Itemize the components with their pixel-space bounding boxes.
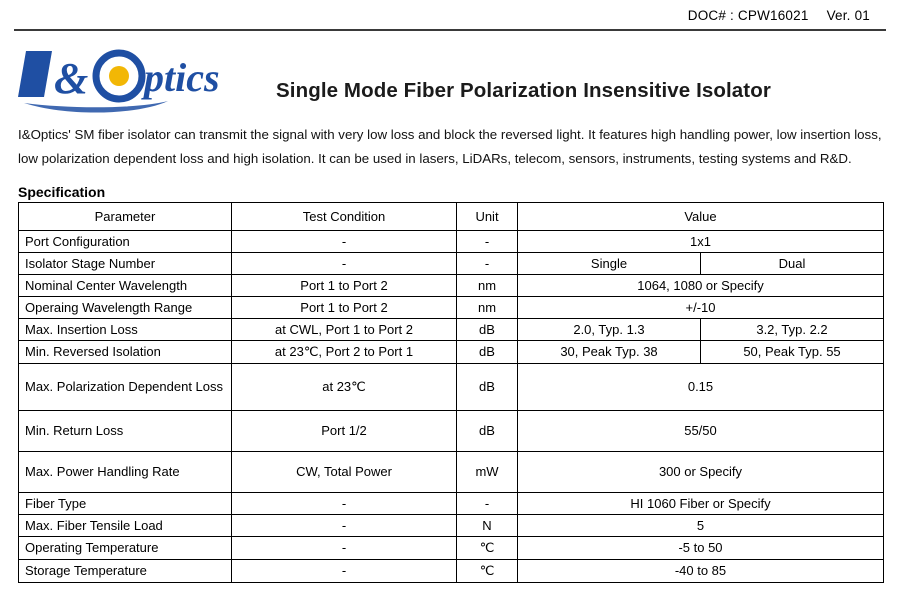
cell-parameter: Max. Power Handling Rate (19, 451, 232, 492)
table-row (19, 514, 884, 536)
cell-unit: dB (457, 340, 518, 363)
column-header-test-condition: Test Condition (232, 202, 457, 230)
cell-unit: N (457, 514, 518, 536)
cell-value-dual: 3.2, Typ. 2.2 (701, 318, 884, 340)
cell-parameter: Min. Return Loss (19, 410, 232, 451)
cell-unit: - (457, 230, 518, 252)
cell-unit: mW (457, 451, 518, 492)
cell-value: 0.15 (518, 363, 884, 410)
cell-value: 300 or Specify (518, 451, 884, 492)
cell-unit: ℃ (457, 559, 518, 582)
table-header-row (19, 202, 884, 230)
cell-value-dual: Dual (701, 252, 884, 274)
table-row (19, 363, 884, 410)
table-row (19, 318, 884, 340)
cell-value-single: Single (518, 252, 701, 274)
table-row (19, 559, 884, 582)
cell-parameter: Nominal Center Wavelength (19, 274, 232, 296)
cell-unit: - (457, 252, 518, 274)
column-header-unit: Unit (457, 202, 518, 230)
cell-value: 1x1 (518, 230, 884, 252)
svg-text:ptics: ptics (144, 55, 220, 100)
specification-table (18, 202, 884, 583)
cell-parameter: Max. Fiber Tensile Load (19, 514, 232, 536)
svg-text:&: & (54, 54, 89, 103)
table-row (19, 451, 884, 492)
cell-unit: dB (457, 363, 518, 410)
cell-value-dual: 50, Peak Typ. 55 (701, 340, 884, 363)
cell-value-single: 30, Peak Typ. 38 (518, 340, 701, 363)
doc-version: Ver. 01 (826, 8, 870, 23)
cell-value: +/-10 (518, 296, 884, 318)
cell-unit: nm (457, 274, 518, 296)
cell-condition: - (232, 492, 457, 514)
cell-value-single: 2.0, Typ. 1.3 (518, 318, 701, 340)
table-row (19, 296, 884, 318)
cell-value: 1064, 1080 or Specify (518, 274, 884, 296)
company-logo (18, 41, 250, 115)
cell-condition: - (232, 559, 457, 582)
cell-parameter: Min. Reversed Isolation (19, 340, 232, 363)
cell-condition: - (232, 536, 457, 559)
cell-condition: Port 1 to Port 2 (232, 296, 457, 318)
column-header-value: Value (518, 202, 884, 230)
table-row (19, 536, 884, 559)
doc-number: DOC# : CPW16021 (687, 8, 809, 23)
cell-parameter: Storage Temperature (19, 559, 232, 582)
cell-condition: - (232, 514, 457, 536)
cell-parameter: Operaing Wavelength Range (19, 296, 232, 318)
cell-value: HI 1060 Fiber or Specify (518, 492, 884, 514)
brand-row (18, 41, 882, 115)
column-header-parameter: Parameter (19, 202, 232, 230)
cell-parameter: Isolator Stage Number (19, 252, 232, 274)
cell-value: 5 (518, 514, 884, 536)
table-row (19, 274, 884, 296)
cell-condition: at CWL, Port 1 to Port 2 (232, 318, 457, 340)
page-title: Single Mode Fiber Polarization Insensitive Isolator (276, 79, 771, 102)
cell-parameter: Fiber Type (19, 492, 232, 514)
cell-unit: dB (457, 318, 518, 340)
cell-parameter: Operating Temperature (19, 536, 232, 559)
cell-condition: at 23℃ (232, 363, 457, 410)
table-row (19, 410, 884, 451)
cell-condition: Port 1/2 (232, 410, 457, 451)
cell-parameter: Max. Insertion Loss (19, 318, 232, 340)
header-divider (14, 29, 886, 31)
cell-unit: - (457, 492, 518, 514)
cell-condition: Port 1 to Port 2 (232, 274, 457, 296)
cell-value: 55/50 (518, 410, 884, 451)
cell-parameter: Port Configuration (19, 230, 232, 252)
document-header (18, 0, 882, 23)
cell-condition: at 23℃, Port 2 to Port 1 (232, 340, 457, 363)
cell-unit: ℃ (457, 536, 518, 559)
table-row (19, 492, 884, 514)
cell-unit: dB (457, 410, 518, 451)
cell-unit: nm (457, 296, 518, 318)
cell-condition: CW, Total Power (232, 451, 457, 492)
section-title-specification: Specification (18, 183, 106, 200)
cell-value: -5 to 50 (518, 536, 884, 559)
table-row (19, 340, 884, 363)
cell-condition: - (232, 230, 457, 252)
intro-paragraph: I&Optics' SM fiber isolator can transmit the signal with very low loss and block the reversed light. It features high handling power, low insertion loss, low polarization dependent loss and high isolation. It can be used in lasers, LiDARs, telecom, sensors, instruments, testing systems and R&D. (18, 127, 882, 166)
table-row (19, 230, 884, 252)
cell-condition: - (232, 252, 457, 274)
table-row (19, 252, 884, 274)
cell-parameter: Max. Polarization Dependent Loss (19, 363, 232, 410)
cell-value: -40 to 85 (518, 559, 884, 582)
